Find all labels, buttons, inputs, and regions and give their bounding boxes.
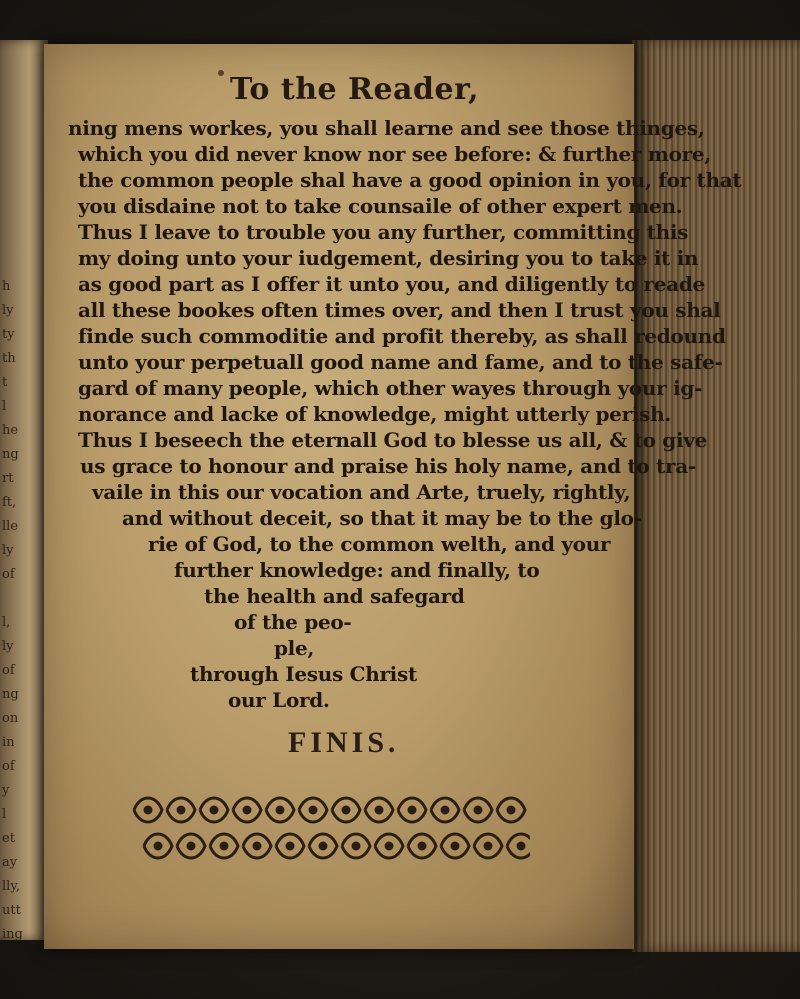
text-line: you disdaine not to take counsaile of other expert men. <box>78 194 683 218</box>
left-page-fragment: ly <box>2 639 14 654</box>
text-line: ning mens workes, you shall learne and see those thinges, <box>68 116 705 140</box>
ornament-dot <box>518 843 524 849</box>
left-page-fragment: lle <box>2 519 19 534</box>
ornament-dot <box>155 843 161 849</box>
left-page-fragment: ay <box>2 855 18 870</box>
ornament-dot <box>508 807 514 813</box>
ornament-dot <box>452 843 458 849</box>
ornament-dot <box>287 843 293 849</box>
left-page-fragment: utt <box>2 903 21 918</box>
text-line: and without deceit, so that it may be to the glo- <box>122 506 642 530</box>
left-page-fragment: ft, <box>2 495 17 510</box>
ornament-dot <box>409 807 415 813</box>
ornament-dot <box>442 807 448 813</box>
text-line: further knowledge: and finally, to <box>174 558 540 582</box>
left-page-edge <box>0 40 48 940</box>
ornament-dot <box>419 843 425 849</box>
left-page-fragment: in <box>2 735 15 750</box>
left-page-fragment: th <box>2 351 16 366</box>
text-line: as good part as I offer it unto you, and diligently to reade <box>78 272 705 296</box>
ornament-dot <box>376 807 382 813</box>
ornament-dot <box>343 807 349 813</box>
text-line: of the peo- <box>234 610 352 634</box>
text-line: rie of God, to the common welth, and your <box>148 532 611 556</box>
left-page-fragment: ly <box>2 303 14 318</box>
ornament-dot <box>277 807 283 813</box>
page-heading: To the Reader, <box>230 72 480 107</box>
left-page-fragment: ty <box>2 327 15 342</box>
left-page-fragment: rt <box>2 471 14 486</box>
left-page-fragment: l, <box>2 615 11 630</box>
text-line: ple, <box>274 636 315 660</box>
ornament-dot <box>353 843 359 849</box>
ornament-dot <box>178 807 184 813</box>
ornament-dot <box>310 807 316 813</box>
ornament-dot <box>221 843 227 849</box>
left-page-fragment: ng <box>2 687 19 702</box>
text-line: finde such commoditie and profit thereby, as shall redound <box>78 324 726 348</box>
left-page-fragment: l <box>2 399 7 414</box>
left-page-fragment: ing <box>2 927 23 942</box>
ornament-dot <box>475 807 481 813</box>
ornament-dot <box>254 843 260 849</box>
text-line: unto your perpetuall good name and fame, and to the safe- <box>78 350 723 374</box>
text-line: the common people shal have a good opinion in you, for that <box>78 168 742 192</box>
printers-ornament-band <box>130 790 530 868</box>
text-line: vaile in this our vocation and Arte, truely, rightly, <box>92 480 631 504</box>
ink-speck <box>218 70 224 76</box>
left-page-fragment: t <box>2 375 8 390</box>
text-line: Thus I leave to trouble you any further, committing this <box>78 220 689 244</box>
text-line: the health and safegard <box>204 584 465 608</box>
text-line: my doing unto your iudgement, desiring you to take it in <box>78 246 699 270</box>
left-page-fragment: h <box>2 279 11 294</box>
text-line: norance and lacke of knowledge, might utterly perish. <box>78 402 671 426</box>
ornament-dot <box>244 807 250 813</box>
ornament-dot <box>211 807 217 813</box>
left-page-fragment: ng <box>2 447 19 462</box>
left-page-fragment: l <box>2 807 7 822</box>
text-line: us grace to honour and praise his holy name, and to tra- <box>80 454 696 478</box>
left-page-fragment: ly <box>2 543 14 558</box>
text-line: which you did never know nor see before: & further more, <box>78 142 712 166</box>
left-page-fragment: of <box>2 759 15 774</box>
left-page-fragment: on <box>2 711 19 726</box>
ornament-dot <box>145 807 151 813</box>
text-line: Thus I beseech the eternall God to blesse us all, & to give <box>78 428 708 452</box>
left-page-fragment: et <box>2 831 15 846</box>
text-line: through Iesus Christ <box>190 662 417 686</box>
ornament-dot <box>188 843 194 849</box>
left-page-fragment: y <box>2 783 10 798</box>
left-page-fragment: of <box>2 567 15 582</box>
left-page-fragment: lly, <box>2 879 21 894</box>
finis: FINIS. <box>288 726 400 759</box>
text-line: all these bookes often times over, and then I trust you shal <box>78 298 721 322</box>
ornament-dot <box>386 843 392 849</box>
text-line: our Lord. <box>228 688 330 712</box>
left-page-fragment: of <box>2 663 15 678</box>
text-line: gard of many people, which other wayes through your ig- <box>78 376 703 400</box>
ornament-dot <box>485 843 491 849</box>
ornament-dot <box>320 843 326 849</box>
left-page-fragment: he <box>2 423 19 438</box>
